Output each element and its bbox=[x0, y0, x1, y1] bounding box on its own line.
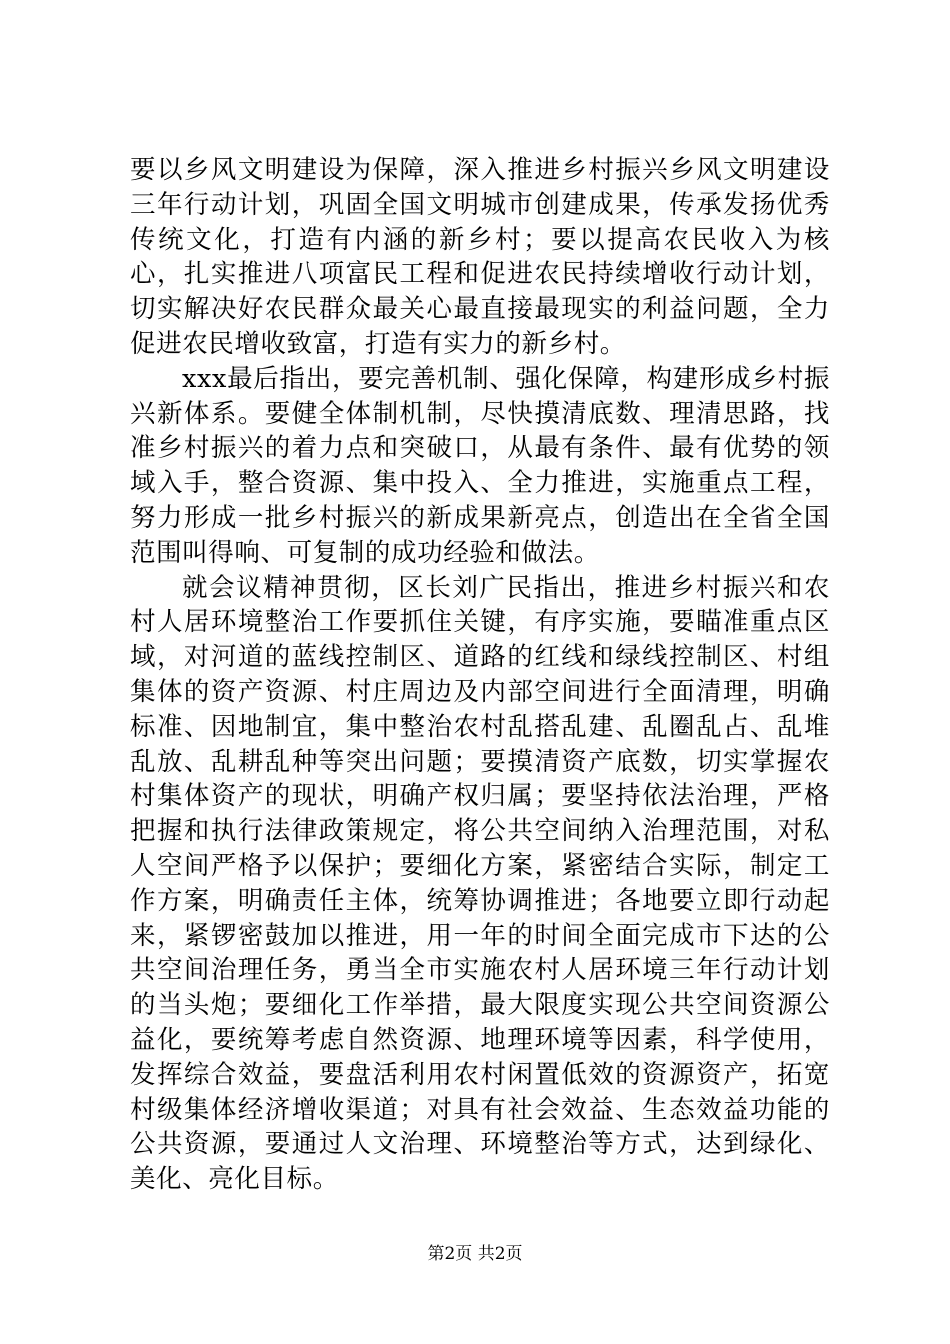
paragraph-continuation: 要以乡风文明建设为保障，深入推进乡村振兴乡风文明建设三年行动计划，巩固全国文明城市创建成果，传承发扬优秀传统文化，打造有内涵的新乡村；要以提高农民收入为核心，扎实推进八项富民工程和促进农民持续增收行动计划，切实解决好农民群众最关心最直接最现实的利益问题，全力促进农民增收致富，打造有实力的新乡村。 bbox=[130, 155, 830, 359]
document-body bbox=[130, 153, 830, 1197]
paragraph-conclusion: xxx最后指出，要完善机制、强化保障，构建形成乡村振兴新体系。要健全体制机制，尽快摸清底数、理清思路，找准乡村振兴的着力点和突破口，从最有条件、最有优势的领域入手，整合资源、集中投入、全力推进，实施重点工程，努力形成一批乡村振兴的新成果新亮点，创造出在全省全国范围叫得响、可复制的成功经验和做法。 bbox=[130, 363, 830, 568]
page-number-footer: 第2页 共2页 bbox=[427, 1244, 523, 1264]
paragraph-implementation: 就会议精神贯彻，区长刘广民指出，推进乡村振兴和农村人居环境整治工作要抓住关键，有序实施，要瞄准重点区域，对河道的蓝线控制区、道路的红线和绿线控制区、村组集体的资产资源、村庄周边及内部空间进行全面清理，明确标准、因地制宜，集中整治农村乱搭乱建、乱圈乱占、乱堆乱放、乱耕乱种等突出问题；要摸清资产底数，切实掌握农村集体资产的现状，明确产权归属；要坚持依法治理，严格把握和执行法律政策规定，将公共空间纳入治理范围，对私人空间严格予以保护；要细化方案，紧密结合实际，制定工作方案，明确责任主体，统筹协调推进；各地要立即行动起来，紧锣密鼓加以推进，用一年的时间全面完成市下达的公共空间治理任务，勇当全市实施农村人居环境三年行动计划的当头炮；要细化工作举措，最大限度实现公共空间资源公益化，要统筹考虑自然资源、地理环境等因素，科学使用，发挥综合效益，要盘活利用农村闲置低效的资源资产，拓宽村级集体经济增收渠道；对具有社会效益、生态效益功能的公共资源，要通过人文治理、环境整治等方式，达到绿化、美化、亮化目标。 bbox=[130, 572, 830, 1195]
